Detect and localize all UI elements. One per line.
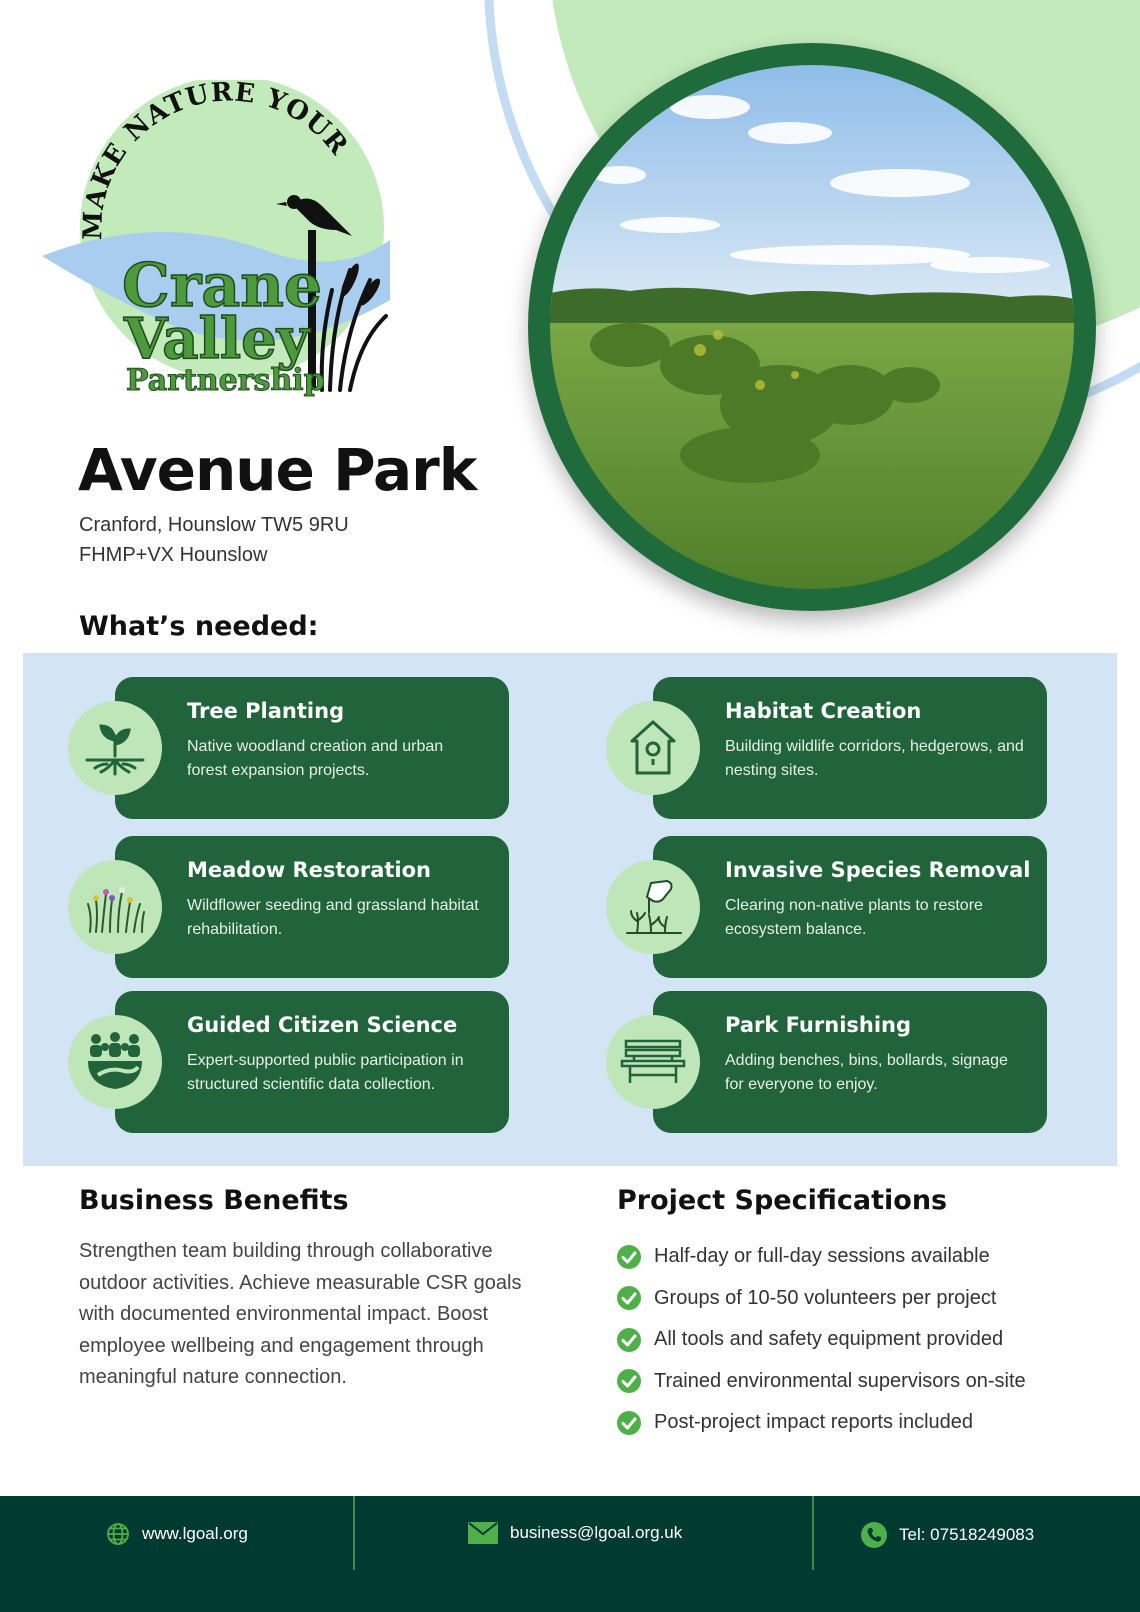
card-title: Guided Citizen Science [187, 1013, 458, 1037]
spec-item [616, 1278, 1026, 1320]
specs-list [616, 1236, 1026, 1444]
card-desc: Building wildlife corridors, hedgerows, and nesting sites. [725, 738, 1024, 779]
park-photo [550, 65, 1074, 589]
spec-item [616, 1319, 1026, 1361]
hand-weeding-icon [606, 860, 700, 954]
bench-icon [606, 1015, 700, 1109]
benefits-heading: Business Benefits [79, 1185, 349, 1216]
card-desc: Native woodland creation and urban forest expansion projects. [187, 738, 444, 779]
spec-text: Post-project impact reports included [654, 1411, 974, 1434]
card-title: Habitat Creation [725, 699, 922, 723]
check-icon [616, 1410, 642, 1436]
address-line1: Cranford, Hounslow TW5 9RU [79, 514, 349, 536]
check-icon [616, 1368, 642, 1394]
globe-icon [106, 1522, 130, 1546]
card-title: Tree Planting [187, 699, 345, 723]
card-title: Park Furnishing [725, 1013, 912, 1037]
footer-phone[interactable] [861, 1522, 1034, 1548]
card-desc: Wildflower seeding and grassland habitat rehabilitation. [187, 897, 479, 938]
spec-text: Half-day or full-day sessions available [654, 1245, 990, 1268]
crane-valley-logo [40, 80, 410, 410]
wildflower-icon [68, 860, 162, 954]
page-title: Avenue Park [78, 436, 477, 504]
card-title: Invasive Species Removal [725, 858, 1031, 882]
logo-arc-text: MAKE NATURE YOUR [78, 80, 354, 241]
phone-number[interactable]: Tel: 07518249083 [899, 1525, 1035, 1544]
logo-line2: Valley [124, 306, 310, 372]
footer-divider [353, 1496, 355, 1570]
specs-heading: Project Specifications [617, 1185, 948, 1216]
footer-website[interactable] [106, 1522, 248, 1546]
card-desc: Clearing non-native plants to restore ecosystem balance. [725, 897, 983, 938]
birdhouse-icon [606, 701, 700, 795]
phone-icon [861, 1522, 887, 1548]
card-desc: Adding benches, bins, bollards, signage for everyone to enjoy. [725, 1052, 1008, 1093]
card-guided-citizen-science [115, 991, 509, 1133]
card-park-furnishing [653, 991, 1047, 1133]
card-invasive-species-removal [653, 836, 1047, 978]
sapling-icon [68, 701, 162, 795]
spec-item [616, 1236, 1026, 1278]
check-icon [616, 1285, 642, 1311]
card-meadow-restoration [115, 836, 509, 978]
logo-line1: Crane [122, 251, 323, 321]
logo-line3: Partnership [126, 363, 325, 398]
card-desc: Expert-supported public participation in structured scientific data collection. [187, 1052, 464, 1093]
park-photo-frame [528, 43, 1096, 611]
footer [0, 1496, 1140, 1612]
card-habitat-creation [653, 677, 1047, 819]
address [79, 510, 349, 570]
card-title: Meadow Restoration [187, 858, 432, 882]
card-tree-planting [115, 677, 509, 819]
spec-text: All tools and safety equipment provided [654, 1328, 1004, 1351]
envelope-icon [468, 1522, 498, 1544]
benefits-text: Strengthen team building through collaborative outdoor activities. Achieve measurable CSR goals with documented environmental impact. Boost employee wellbeing and engagement through meaningful nature connection. [79, 1240, 522, 1388]
spec-item [616, 1361, 1026, 1403]
footer-email[interactable] [468, 1522, 682, 1544]
spec-text: Groups of 10-50 volunteers per project [654, 1286, 997, 1309]
spec-text: Trained environmental supervisors on-site [654, 1369, 1026, 1392]
email-link[interactable]: business@lgoal.org.uk [510, 1523, 683, 1542]
footer-divider [812, 1496, 814, 1570]
people-group-icon [68, 1015, 162, 1109]
website-link[interactable]: www.lgoal.org [142, 1524, 248, 1543]
needed-heading: What’s needed: [79, 611, 319, 642]
spec-item [616, 1402, 1026, 1444]
address-line2: FHMP+VX Hounslow [79, 544, 268, 566]
check-icon [616, 1327, 642, 1353]
check-icon [616, 1244, 642, 1270]
